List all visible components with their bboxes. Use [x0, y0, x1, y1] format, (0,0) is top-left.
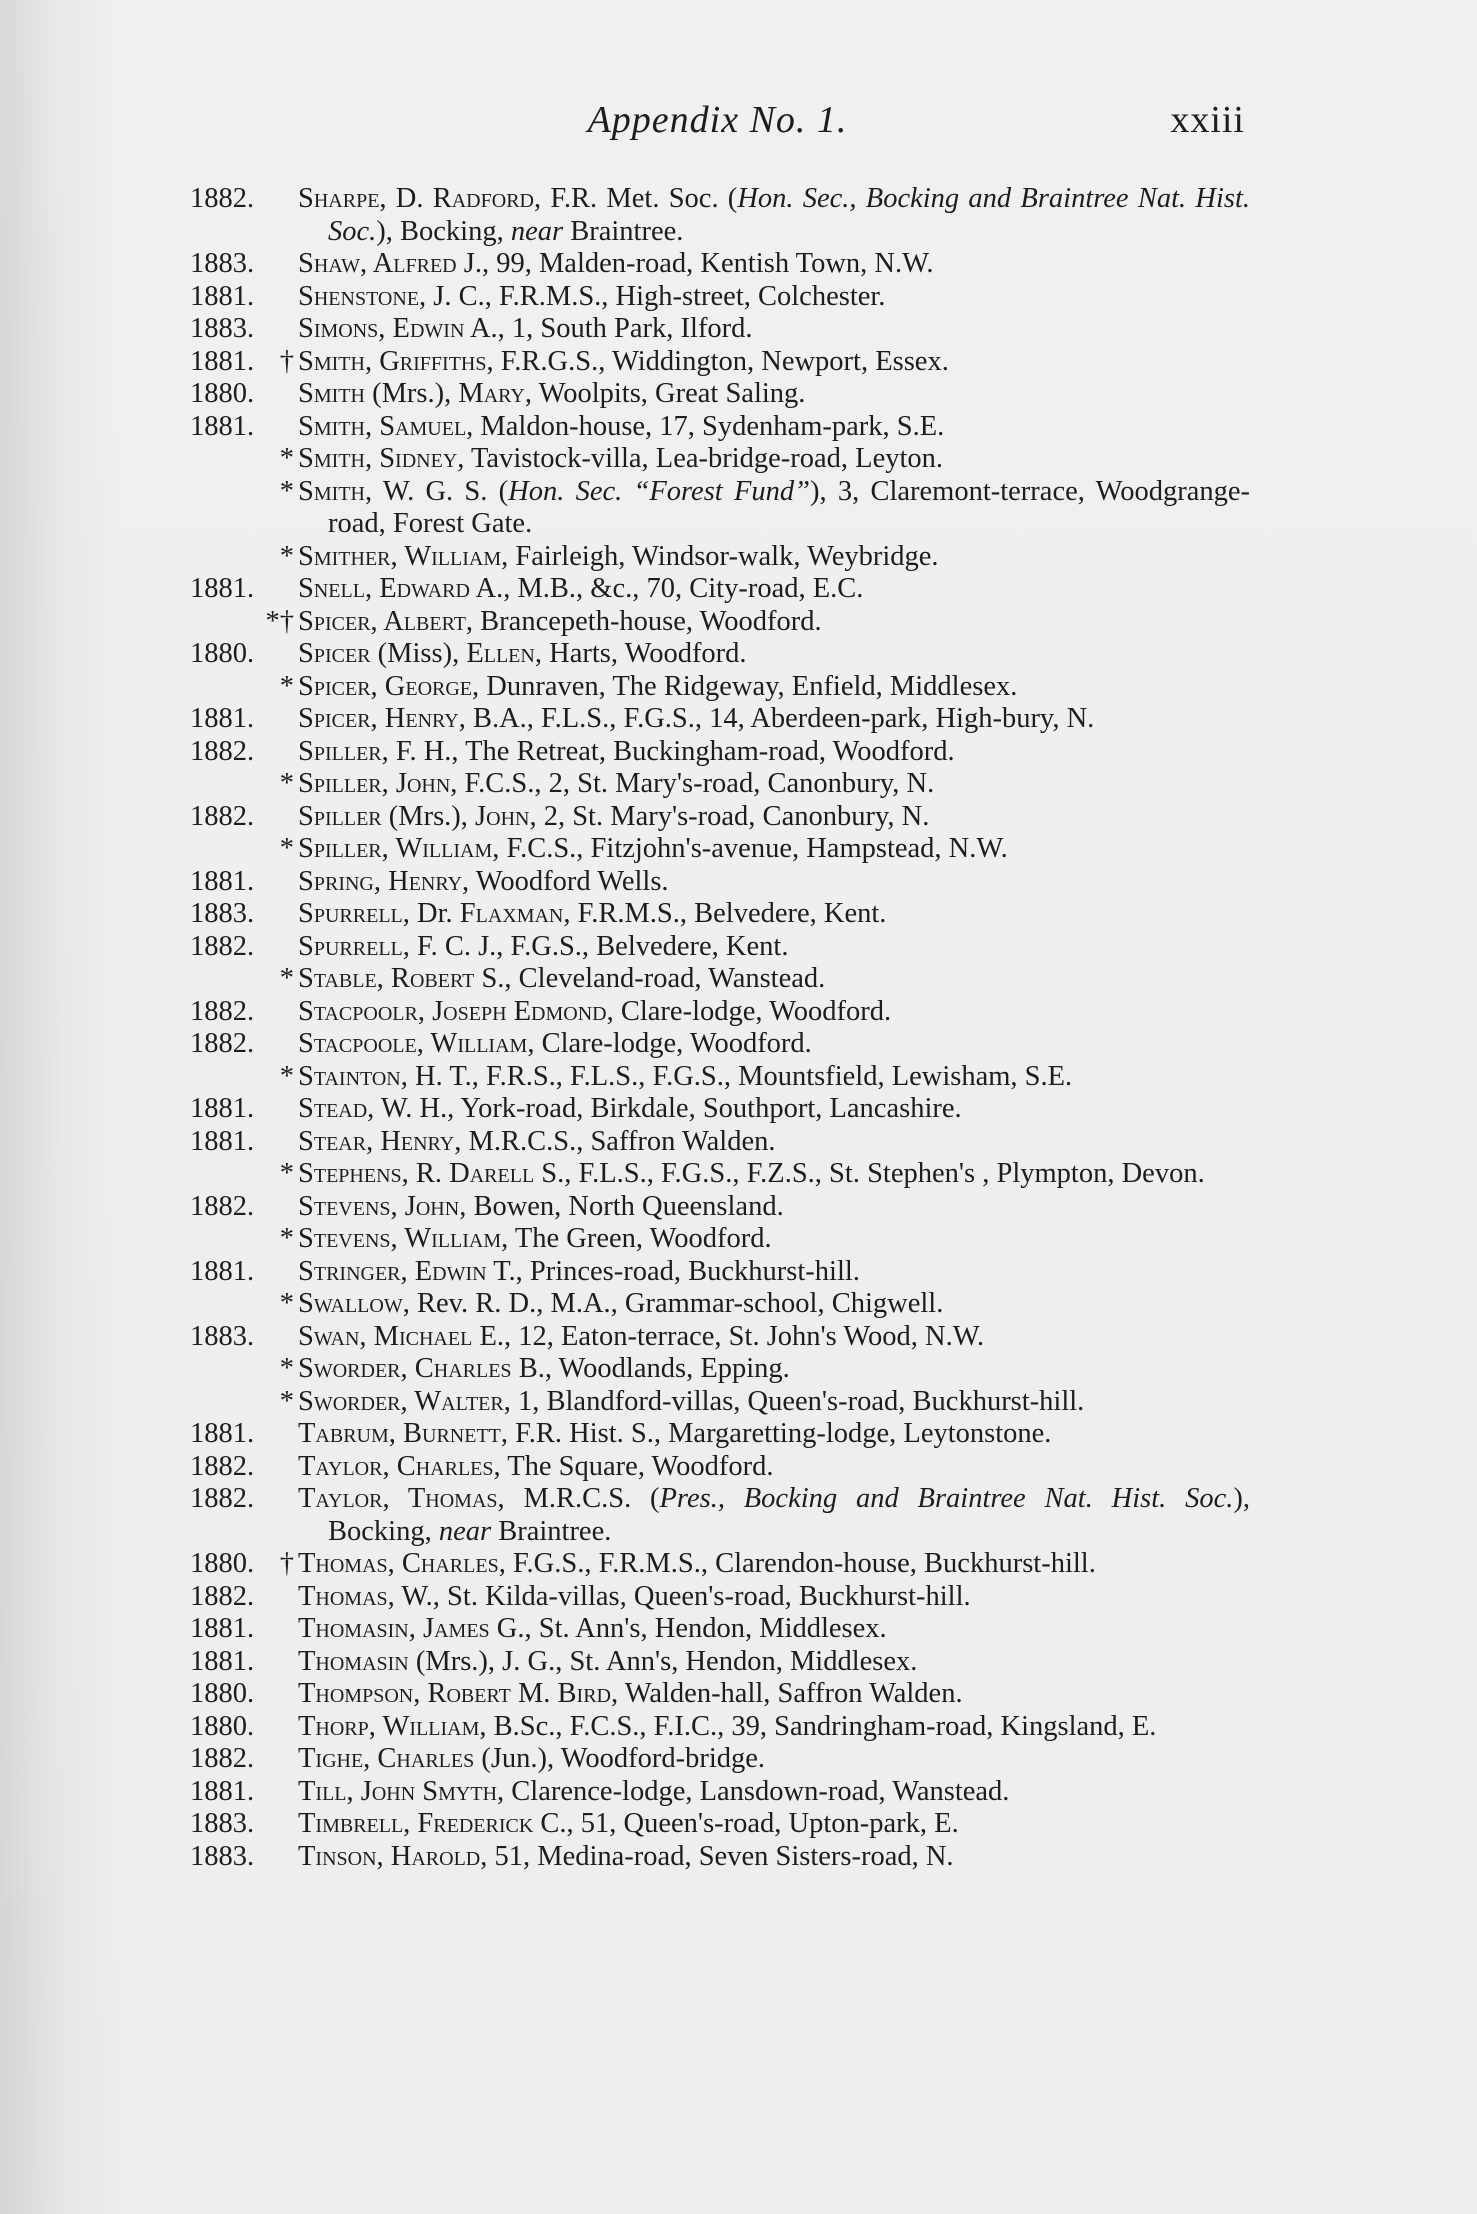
member-text: , M.R.C.S. ( — [497, 1483, 660, 1514]
member-entry — [190, 638, 1250, 671]
member-name: Thompson, Robert — [298, 1678, 511, 1709]
member-details — [298, 1483, 1250, 1548]
member-details — [298, 1256, 1250, 1289]
member-entry — [190, 541, 1250, 574]
member-name: Sharpe, D. Radford — [298, 183, 534, 214]
member-name: Smith, Samuel — [298, 410, 467, 442]
member-name: Spicer, Albert — [298, 605, 466, 637]
member-text: , F. H., The Retreat, Buckingham-road, Woodford. — [381, 735, 955, 767]
member-entry — [190, 1158, 1250, 1191]
member-marker: * — [279, 768, 294, 799]
member-entry — [190, 1841, 1250, 1874]
member-name: Darell — [449, 1158, 535, 1189]
member-text: (Mrs.), J. G., St. Ann's, Hendon, Middlesex. — [408, 1645, 918, 1677]
member-marker: * — [279, 1060, 294, 1092]
election-year: 1881. — [190, 1613, 255, 1644]
member-details — [298, 1743, 1250, 1776]
italic-text: Hon. Sec., Bocking and Braintree Nat. Hist. Soc. — [328, 183, 1250, 247]
member-text: , 51, Medina-road, Seven Sisters-road, N. — [480, 1840, 954, 1872]
member-name: Thomas, Charles — [298, 1548, 499, 1579]
member-marker: * — [279, 1385, 294, 1417]
member-name: Spurrell — [298, 898, 403, 929]
member-entry — [190, 898, 1250, 931]
member-name: Spiller, William — [298, 833, 493, 864]
member-entry — [190, 1418, 1250, 1451]
member-details — [298, 281, 1250, 314]
member-text: , Tavistock-villa, Lea-bridge-road, Leyton. — [457, 443, 944, 474]
member-text: , Dr. — [402, 898, 460, 929]
member-text: , Walden-hall, Saffron Walden. — [611, 1678, 963, 1709]
election-year: 1883. — [190, 313, 255, 344]
member-details — [298, 313, 1250, 346]
member-details — [298, 1223, 1250, 1256]
member-name: Stear, Henry — [298, 1125, 455, 1157]
member-entry — [190, 1548, 1250, 1581]
member-text: , B.A., F.L.S., F.G.S., 14, Aberdeen-park, High-bury, N. — [458, 703, 1095, 734]
member-name: Taylor, Charles — [298, 1450, 494, 1482]
member-entry — [190, 1321, 1250, 1354]
italic-text: Hon. Sec. “Forest Fund” — [508, 475, 810, 507]
member-text: , The Green, Woodford. — [501, 1223, 772, 1254]
member-marker: † — [279, 1548, 294, 1579]
member-text: T., Princes-road, Buckhurst-hill. — [486, 1255, 860, 1287]
member-text: , R. — [401, 1158, 450, 1189]
member-entry — [190, 1061, 1250, 1094]
member-name: Stable, Robert — [298, 963, 475, 994]
member-list — [190, 183, 1250, 1873]
election-year: 1881. — [190, 573, 255, 604]
member-text: J., 99, Malden-road, Kentish Town, N.W. — [456, 248, 934, 279]
member-entry — [190, 411, 1250, 444]
member-entry — [190, 1126, 1250, 1159]
member-entry — [190, 931, 1250, 964]
member-entry — [190, 606, 1250, 639]
election-year: 1882. — [190, 1580, 255, 1612]
member-text: , F.R.M.S., Belvedere, Kent. — [563, 898, 887, 929]
member-text: , J. C., F.R.M.S., High-street, Colchester. — [419, 280, 886, 312]
member-name: Smither, William — [298, 540, 502, 572]
member-name: Tabrum, Burnett — [298, 1418, 501, 1449]
member-marker: * — [279, 1158, 294, 1189]
member-text: (Mrs.), — [381, 800, 476, 832]
running-title: Appendix No. 1. — [587, 99, 848, 141]
member-name: Spiller — [298, 735, 382, 767]
member-text: Braintree. — [491, 1515, 612, 1547]
election-year: 1882. — [190, 1743, 255, 1774]
member-entry — [190, 1743, 1250, 1776]
member-text: Braintree. — [563, 215, 684, 247]
member-entry — [190, 671, 1250, 704]
election-year: 1882. — [190, 930, 255, 962]
member-marker: * — [279, 1288, 294, 1319]
member-entry — [190, 768, 1250, 801]
member-name: Ellen — [466, 638, 535, 669]
member-entry — [190, 476, 1250, 541]
member-entry — [190, 313, 1250, 346]
member-entry — [190, 801, 1250, 834]
member-details — [298, 1386, 1250, 1419]
member-name: Spiller — [298, 800, 382, 832]
election-year: 1881. — [190, 1645, 255, 1677]
member-text: , 1, Blandford-villas, Queen's-road, Buckhurst-hill. — [503, 1385, 1085, 1417]
member-details — [298, 1418, 1250, 1451]
member-text: , F.C.S., 2, St. Mary's-road, Canonbury, N. — [450, 768, 935, 799]
member-entry — [190, 573, 1250, 606]
member-details — [298, 1581, 1250, 1614]
member-details — [298, 1321, 1250, 1354]
member-name: Stringer, Edwin — [298, 1255, 487, 1287]
member-text: , H. T., F.R.S., F.L.S., F.G.S., Mountsfield, Lewisham, S.E. — [400, 1060, 1073, 1092]
member-text: , The Square, Woodford. — [493, 1450, 774, 1482]
member-text: , F.C.S., Fitzjohn's-avenue, Hampstead, N.W. — [492, 833, 1008, 864]
member-details — [298, 638, 1250, 671]
member-entry — [190, 1776, 1250, 1809]
member-name: Thomasin — [298, 1645, 409, 1677]
member-name: Spring, Henry — [298, 865, 463, 897]
member-entry — [190, 703, 1250, 736]
member-details — [298, 1353, 1250, 1386]
member-details — [298, 1158, 1250, 1191]
member-text: , Harts, Woodford. — [534, 638, 747, 669]
member-entry — [190, 346, 1250, 379]
member-entry — [190, 736, 1250, 769]
member-name: Stephens — [298, 1158, 402, 1189]
member-name: Thomasin, James — [298, 1613, 490, 1644]
member-text: , M.R.C.S., Saffron Walden. — [454, 1125, 776, 1157]
member-name: Smith — [298, 378, 365, 409]
member-details — [298, 736, 1250, 769]
election-year: 1881. — [190, 865, 255, 897]
member-details — [298, 541, 1250, 574]
member-details — [298, 183, 1250, 248]
member-text: S., F.L.S., F.G.S., F.Z.S., St. Stephen's , Plympton, Devon. — [534, 1158, 1205, 1189]
member-entry — [190, 248, 1250, 281]
member-text: , Clarence-lodge, Lansdown-road, Wanstead. — [497, 1775, 1010, 1807]
member-name: Swan, Michael — [298, 1320, 473, 1352]
member-details — [298, 1028, 1250, 1061]
member-details — [298, 1646, 1250, 1679]
member-name: Mary — [458, 378, 525, 409]
member-details — [298, 671, 1250, 704]
election-year: 1880. — [190, 1678, 255, 1709]
member-name: Bird — [557, 1678, 611, 1709]
member-marker: * — [279, 963, 294, 994]
member-text: , Maldon-house, 17, Sydenham-park, S.E. — [466, 410, 945, 442]
member-entry — [190, 1386, 1250, 1419]
member-name: Stevens, John — [298, 1190, 460, 1222]
member-details — [298, 703, 1250, 736]
member-text: , W., St. Kilda-villas, Queen's-road, Buckhurst-hill. — [387, 1580, 971, 1612]
member-entry — [190, 378, 1250, 411]
election-year: 1881. — [190, 410, 255, 442]
member-text: , F.R. Met. Soc. ( — [533, 183, 738, 214]
page-number: xxiii — [1170, 99, 1245, 141]
member-details — [298, 931, 1250, 964]
member-text: S., Cleveland-road, Wanstead. — [474, 963, 826, 994]
member-details — [298, 476, 1250, 541]
member-text: , 2, St. Mary's-road, Canonbury, N. — [529, 800, 930, 832]
member-text: , F.R.G.S., Widdington, Newport, Essex. — [486, 345, 949, 377]
member-text: , Rev. R. D., M.A., Grammar-school, Chigwell. — [402, 1288, 944, 1319]
member-entry — [190, 1191, 1250, 1224]
member-name: Flaxman — [459, 898, 564, 929]
member-text: , Brancepeth-house, Woodford. — [465, 605, 822, 637]
member-entry — [190, 1581, 1250, 1614]
member-entry — [190, 1353, 1250, 1386]
member-entry — [190, 1613, 1250, 1646]
election-year: 1881. — [190, 1418, 255, 1449]
member-entry — [190, 1288, 1250, 1321]
member-entry — [190, 1483, 1250, 1548]
member-details — [298, 833, 1250, 866]
member-name: Till, John Smyth — [298, 1775, 498, 1807]
member-entry — [190, 866, 1250, 899]
member-text: , W. H., York-road, Birkdale, Southport, Lancashire. — [367, 1093, 962, 1124]
member-entry — [190, 1678, 1250, 1711]
election-year: 1881. — [190, 1125, 255, 1157]
member-name: Snell, Edward — [298, 573, 470, 604]
member-details — [298, 1613, 1250, 1646]
member-details — [298, 996, 1250, 1029]
member-entry — [190, 1808, 1250, 1841]
member-marker: * — [279, 1353, 294, 1384]
member-name: Simons, Edwin — [298, 313, 465, 344]
member-name: Smith, Griffiths — [298, 345, 487, 377]
member-details — [298, 1288, 1250, 1321]
member-name: Spurrell — [298, 930, 403, 962]
member-text: , F.R. Hist. S., Margaretting-lodge, Leytonstone. — [500, 1418, 1052, 1449]
member-details — [298, 1093, 1250, 1126]
member-details — [298, 1678, 1250, 1711]
italic-text: near — [438, 1515, 492, 1547]
member-details — [298, 1061, 1250, 1094]
member-name: Smith, Sidney — [298, 443, 458, 474]
member-details — [298, 768, 1250, 801]
member-details — [298, 248, 1250, 281]
election-year: 1882. — [190, 1483, 255, 1514]
member-name: Sworder, Walter — [298, 1385, 504, 1417]
member-details — [298, 1548, 1250, 1581]
member-name: Swallow — [298, 1288, 403, 1319]
member-name: Spicer, George — [298, 670, 473, 702]
member-text: , B.Sc., F.C.S., F.I.C., 39, Sandringham-road, Kingsland, E. — [479, 1710, 1157, 1742]
member-details — [298, 801, 1250, 834]
member-marker: * — [279, 1223, 294, 1254]
member-name: Spiller, John — [298, 768, 451, 799]
member-text: , Fairleigh, Windsor-walk, Weybridge. — [501, 540, 939, 572]
member-text: A., M.B., &c., 70, City-road, E.C. — [469, 573, 864, 604]
member-name: Smith — [298, 475, 365, 507]
member-entry — [190, 1223, 1250, 1256]
election-year: 1881. — [190, 1255, 255, 1287]
member-details — [298, 1776, 1250, 1809]
member-entry — [190, 963, 1250, 996]
election-year: 1882. — [190, 995, 255, 1027]
election-year: 1882. — [190, 800, 255, 832]
member-marker: * — [279, 443, 294, 474]
election-year: 1883. — [190, 898, 255, 929]
member-entry — [190, 833, 1250, 866]
member-details — [298, 866, 1250, 899]
member-text: B., Woodlands, Epping. — [511, 1353, 790, 1384]
election-year: 1883. — [190, 1840, 255, 1872]
member-details — [298, 1841, 1250, 1874]
member-name: Shaw, Alfred — [298, 248, 457, 279]
member-entry — [190, 1646, 1250, 1679]
member-name: Shenstone — [298, 280, 420, 312]
member-text: , Woolpits, Great Saling. — [524, 378, 806, 409]
member-details — [298, 606, 1250, 639]
member-name: Spicer, Henry — [298, 703, 459, 734]
member-text: (Jun.), Woodford-bridge. — [474, 1743, 766, 1774]
election-year: 1881. — [190, 280, 255, 312]
election-year: 1880. — [190, 1548, 255, 1579]
member-text: M. — [510, 1678, 558, 1709]
member-entry — [190, 1256, 1250, 1289]
election-year: 1881. — [190, 345, 255, 377]
page-header — [190, 98, 1245, 154]
member-name: Spicer — [298, 638, 371, 669]
member-details — [298, 443, 1250, 476]
election-year: 1883. — [190, 1320, 255, 1352]
member-details — [298, 1191, 1250, 1224]
member-name: Stead — [298, 1093, 368, 1124]
member-marker: * — [279, 670, 294, 702]
member-details — [298, 963, 1250, 996]
member-name: Taylor, Thomas — [298, 1483, 498, 1514]
member-text: , F.G.S., F.R.M.S., Clarendon-house, Buckhurst-hill. — [498, 1548, 1096, 1579]
member-details — [298, 1808, 1250, 1841]
member-marker: * — [279, 540, 294, 572]
member-name: Tighe, Charles — [298, 1743, 475, 1774]
election-year: 1880. — [190, 1710, 255, 1742]
member-entry — [190, 1093, 1250, 1126]
member-marker: † — [279, 345, 294, 377]
member-text: A., 1, South Park, Ilford. — [464, 313, 753, 344]
member-marker: * — [279, 475, 294, 507]
member-details — [298, 1711, 1250, 1744]
member-name: John — [475, 800, 530, 832]
member-entry — [190, 281, 1250, 314]
member-name: Tinson, Harold — [298, 1840, 481, 1872]
election-year: 1883. — [190, 1808, 255, 1839]
member-text: , Dunraven, The Ridgeway, Enfield, Middlesex. — [472, 670, 1018, 702]
member-details — [298, 1126, 1250, 1159]
member-name: Timbrell, Frederick — [298, 1808, 534, 1839]
election-year: 1881. — [190, 1093, 255, 1124]
member-marker: * — [279, 833, 294, 864]
member-details — [298, 411, 1250, 444]
member-details — [298, 346, 1250, 379]
italic-text: near — [510, 215, 564, 247]
member-entry — [190, 1028, 1250, 1061]
member-entry — [190, 443, 1250, 476]
member-text: E., 12, Eaton-terrace, St. John's Wood, N.W. — [472, 1320, 985, 1352]
member-details — [298, 898, 1250, 931]
member-text: , Bowen, North Queensland. — [459, 1190, 784, 1222]
election-year: 1882. — [190, 1190, 255, 1222]
member-name: Stevens, William — [298, 1223, 502, 1254]
election-year: 1880. — [190, 378, 255, 409]
member-marker: *† — [265, 605, 294, 637]
election-year: 1881. — [190, 1775, 255, 1807]
member-name: Stainton — [298, 1060, 401, 1092]
member-details — [298, 378, 1250, 411]
member-text: , F. C. J., F.G.S., Belvedere, Kent. — [402, 930, 789, 962]
member-text: , W. G. S. ( — [364, 475, 509, 507]
election-year: 1883. — [190, 248, 255, 279]
member-details — [298, 1451, 1250, 1484]
member-text: (Miss), — [370, 638, 467, 669]
member-name: Thorp, William — [298, 1710, 480, 1742]
member-text: , Woodford Wells. — [462, 865, 669, 897]
member-text: C., 51, Queen's-road, Upton-park, E. — [533, 1808, 959, 1839]
member-text: ), 3, Claremont-terrace, Woodgrange-road, Forest Gate. — [328, 475, 1250, 539]
election-year: 1882. — [190, 1450, 255, 1482]
member-entry — [190, 183, 1250, 248]
election-year: 1880. — [190, 638, 255, 669]
election-year: 1882. — [190, 183, 255, 214]
member-name: Thomas — [298, 1580, 388, 1612]
election-year: 1881. — [190, 703, 255, 734]
italic-text: Pres., Bocking and Braintree Nat. Hist. Soc. — [659, 1483, 1234, 1514]
member-text: , Clare-lodge, Woodford. — [527, 1028, 812, 1059]
member-text: , Clare-lodge, Woodford. — [606, 995, 892, 1027]
member-text: G., St. Ann's, Hendon, Middlesex. — [489, 1613, 887, 1644]
member-entry — [190, 1711, 1250, 1744]
member-entry — [190, 996, 1250, 1029]
member-name: Sworder, Charles — [298, 1353, 512, 1384]
election-year: 1882. — [190, 735, 255, 767]
member-entry — [190, 1451, 1250, 1484]
member-text: (Mrs.), — [364, 378, 459, 409]
member-text: ), Bocking, — [328, 1483, 1250, 1547]
member-name: Stacpoolr, Joseph Edmond — [298, 995, 607, 1027]
election-year: 1882. — [190, 1028, 255, 1059]
member-name: Stacpoole, William — [298, 1028, 528, 1059]
member-details — [298, 573, 1250, 606]
member-text: ), Bocking, — [376, 215, 511, 247]
